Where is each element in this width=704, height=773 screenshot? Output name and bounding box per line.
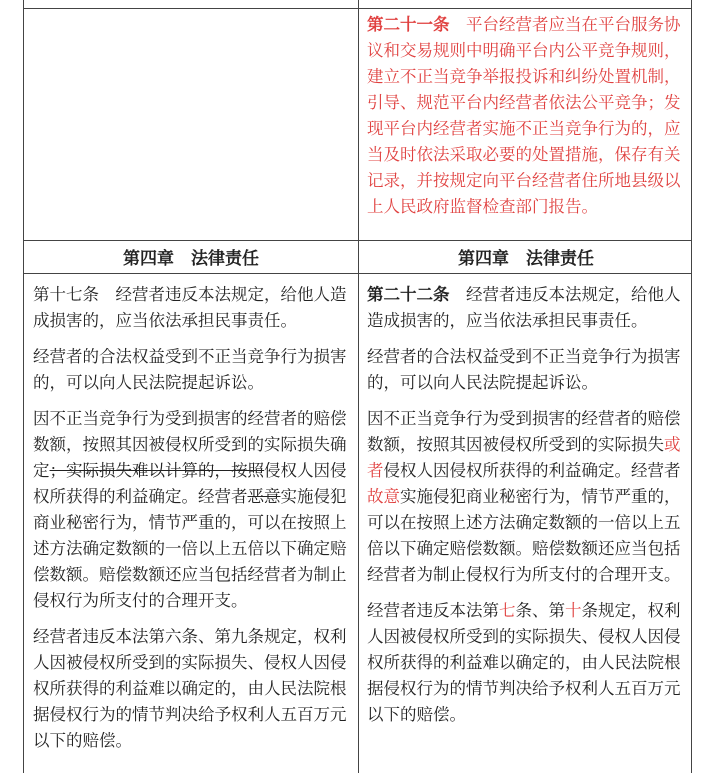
row-divider-top — [24, 8, 691, 9]
right-paragraph-1 — [367, 282, 689, 334]
article-21-number: 第二十一条 — [367, 15, 450, 34]
row-divider-chapter-top — [24, 240, 691, 241]
row-divider-chapter-bottom — [24, 273, 691, 274]
added-text-3: 七 — [499, 601, 516, 620]
right-p3-part-c: 实施侵犯商业秘密行为，情节严重的，可以在按照上述方法确定数额的一倍以上五倍以下确定赔偿数额。赔偿数额还应当包括经营者为制止侵权行为所支付的合理开支。 — [367, 487, 681, 584]
right-p4-part-c: 条规定，权利人因被侵权所受到的实际损失、侵权人因侵权所获得的利益难以确定的，由人民法院根据侵权行为的情节判决给予权利人五百万元以下的赔偿。 — [367, 601, 681, 724]
article-17-number: 第十七条 — [33, 285, 99, 304]
added-text-2: 故意 — [367, 487, 400, 506]
chapter-heading-right: 第四章 法律责任 — [458, 249, 594, 269]
deleted-text-1: ；实际损失难以计算的， — [49, 461, 231, 480]
left-paragraph-2: 经营者的合法权益受到不正当竞争行为损害的，可以向人民法院提起诉讼。 — [33, 347, 347, 392]
added-text-4: 十 — [565, 601, 582, 620]
left-paragraph-4: 经营者违反本法第六条、第九条规定，权利人因被侵权所受到的实际损失、侵权人因侵权所获得的利益难以确定的，由人民法院根据侵权行为的情节判决给予权利人五百万元以下的赔偿。 — [33, 627, 347, 750]
right-p4-part-a: 经营者违反本法第 — [367, 601, 499, 620]
article-21-text: 平台经营者应当在平台服务协议和交易规则中明确平台内公平竞争规则，建立不正当竞争举报投诉和纠纷处置机制，引导、规范平台内经营者依法公平竞争；发现平台内经营者实施不正当竞争行为的，应当及时依法采取必要的处置措施，保存有关记录，并按规定向平台经营者住所地县级以上人民政府监督检查部门报告。 — [367, 15, 681, 216]
left-old-text-cell — [33, 282, 353, 764]
right-new-text-cell — [367, 282, 689, 738]
column-divider — [358, 0, 359, 773]
chapter-heading-left: 第四章 法律责任 — [123, 249, 259, 269]
left-p3-part-c: 实施侵犯商业秘密行为，情节严重的，可以在按照上述方法确定数额的一倍以上五倍以下确定赔偿数额。赔偿数额还应当包括经营者为制止侵权行为所支付的合理开支。 — [33, 487, 347, 610]
deleted-text-3: 恶意 — [247, 487, 281, 506]
right-p3-part-a: 因不正当竞争行为受到损害的经营者的赔偿数额，按照其因被侵权所受到的实际损失 — [367, 409, 681, 454]
right-p3-part-b: 侵权人因侵权所获得的利益确定。经营者 — [383, 461, 681, 480]
right-p4-part-b: 条、第 — [515, 601, 565, 620]
left-paragraph-1 — [33, 282, 353, 334]
deleted-text-2: 按照 — [231, 461, 264, 480]
left-p3-part-a: 因不正当竞争行为受到损害的经营者的赔偿数额，按照其因被侵权所受到的实际损失确定 — [33, 409, 347, 480]
added-text-1: 或者 — [367, 435, 681, 480]
article-21-cell — [367, 12, 689, 230]
comparison-table — [23, 0, 692, 773]
left-p3-part-b: 侵权人因侵权所获得的利益确定。经营者 — [33, 461, 347, 506]
article-17-text: 经营者违反本法规定，给他人造成损害的，应当依法承担民事责任。 — [33, 285, 347, 330]
right-paragraph-3 — [367, 406, 689, 588]
right-paragraph-4 — [367, 598, 689, 728]
article-22-text: 经营者违反本法规定，给他人造成损害的，应当依法承担民事责任。 — [367, 285, 681, 330]
article-22-number: 第二十二条 — [367, 285, 450, 304]
left-paragraph-3 — [33, 406, 353, 614]
right-paragraph-2: 经营者的合法权益受到不正当竞争行为损害的，可以向人民法院提起诉讼。 — [367, 347, 681, 392]
